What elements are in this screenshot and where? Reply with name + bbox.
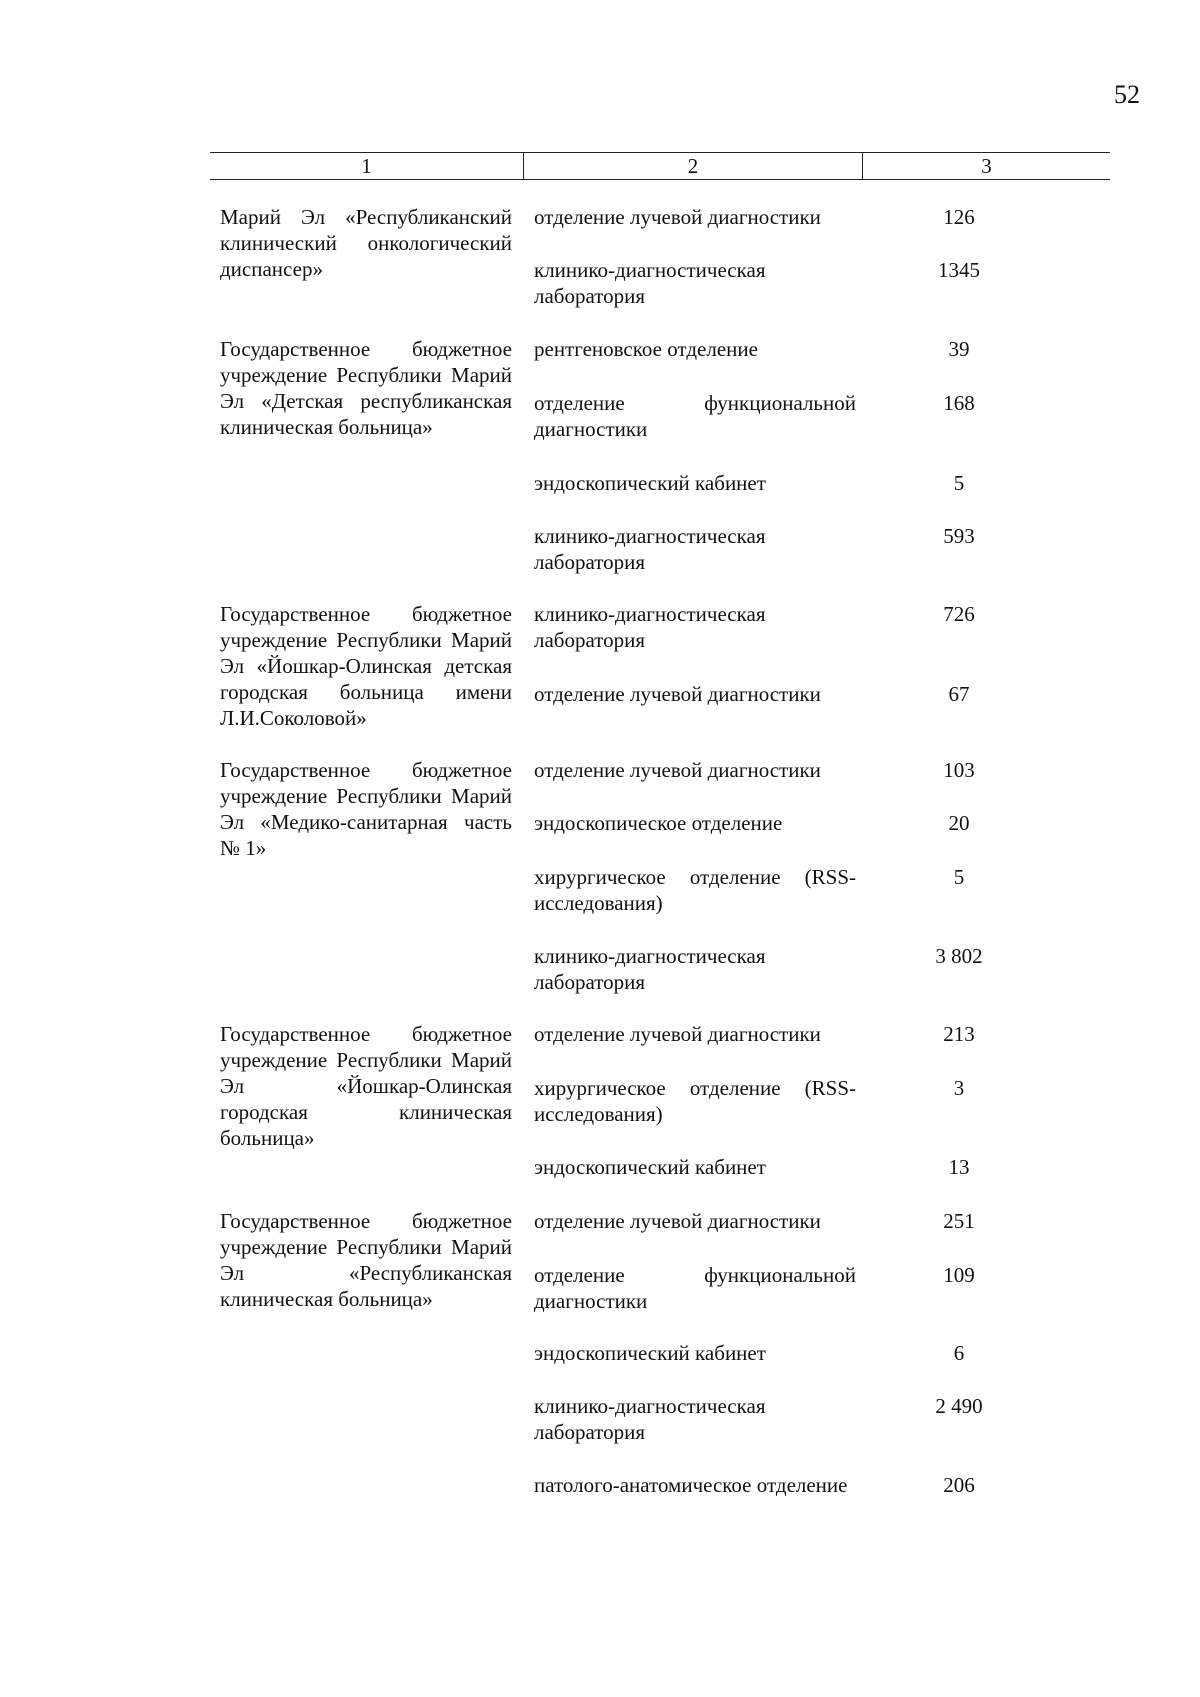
department-name: отделение лучевой диагностики (534, 1022, 821, 1046)
department-name: эндоскопический кабинет (534, 1155, 766, 1179)
department-name: рентгеновское отделение (534, 337, 758, 361)
study-count: 2 490 (935, 1394, 983, 1418)
department-name: отделение функциональной диагностики (534, 391, 856, 441)
department-name: отделение лучевой диагностики (534, 682, 821, 706)
study-count: 5 (953, 865, 965, 889)
study-count: 103 (943, 758, 975, 782)
study-count: 126 (943, 205, 975, 229)
institution-name: Государственное бюджетное учреждение Республики Марий Эл «Детская республиканская клиническая больница» (220, 337, 512, 439)
institution-name: Государственное бюджетное учреждение Республики Марий Эл «Йошкар-Олинская детская городская больница имени Л.И.Соколовой» (220, 602, 512, 730)
department-name: клинико-диагностическая лаборатория (534, 602, 766, 652)
table-header (210, 152, 1110, 180)
study-count: 251 (943, 1209, 975, 1233)
department-name: патолого-анатомическое отделение (534, 1473, 848, 1497)
department-name: отделение лучевой диагностики (534, 205, 821, 229)
department-name: клинико-диагностическая лаборатория (534, 524, 766, 574)
department-name: эндоскопический кабинет (534, 471, 766, 495)
study-count: 213 (943, 1022, 975, 1046)
table-body (210, 180, 1110, 1497)
department-name: клинико-диагностическая лаборатория (534, 1394, 766, 1444)
study-count: 1345 (938, 258, 980, 282)
department-name: эндоскопический кабинет (534, 1341, 766, 1365)
header-col-2: 2 (524, 153, 863, 179)
header-col-1: 1 (210, 153, 524, 179)
page-number: 52 (1114, 80, 1140, 109)
study-count: 67 (948, 682, 970, 706)
study-count: 593 (943, 524, 975, 548)
department-name: хирургическое отделение (RSS-исследования) (534, 1076, 856, 1126)
study-count: 3 802 (935, 944, 983, 968)
department-name: эндоскопическое отделение (534, 811, 783, 835)
institution-name: Государственное бюджетное учреждение Республики Марий Эл «Медико-санитарная часть № 1» (220, 758, 512, 860)
department-name: клинико-диагностическая лаборатория (534, 258, 766, 308)
department-name: хирургическое отделение (RSS-исследования) (534, 865, 856, 915)
study-count: 109 (943, 1263, 975, 1287)
header-col-3: 3 (981, 154, 992, 178)
department-name: отделение функциональной диагностики (534, 1263, 856, 1313)
services-table (210, 152, 1110, 1497)
study-count: 168 (943, 391, 975, 415)
department-name: отделение лучевой диагностики (534, 758, 821, 782)
institution-name: Государственное бюджетное учреждение Республики Марий Эл «Йошкар-Олинская городская клиническая больница» (220, 1022, 512, 1150)
study-count: 39 (948, 337, 970, 361)
department-name: отделение лучевой диагностики (534, 1209, 821, 1233)
study-count: 5 (953, 471, 965, 495)
institution-name: Марий Эл «Республиканский клинический онкологический диспансер» (220, 205, 512, 281)
department-name: клинико-диагностическая лаборатория (534, 944, 766, 994)
study-count: 13 (948, 1155, 970, 1179)
study-count: 206 (943, 1473, 975, 1497)
study-count: 6 (953, 1341, 965, 1365)
study-count: 726 (943, 602, 975, 626)
institution-name: Государственное бюджетное учреждение Республики Марий Эл «Республиканская клиническая больница» (220, 1209, 512, 1311)
study-count: 3 (953, 1076, 965, 1100)
study-count: 20 (948, 811, 970, 835)
